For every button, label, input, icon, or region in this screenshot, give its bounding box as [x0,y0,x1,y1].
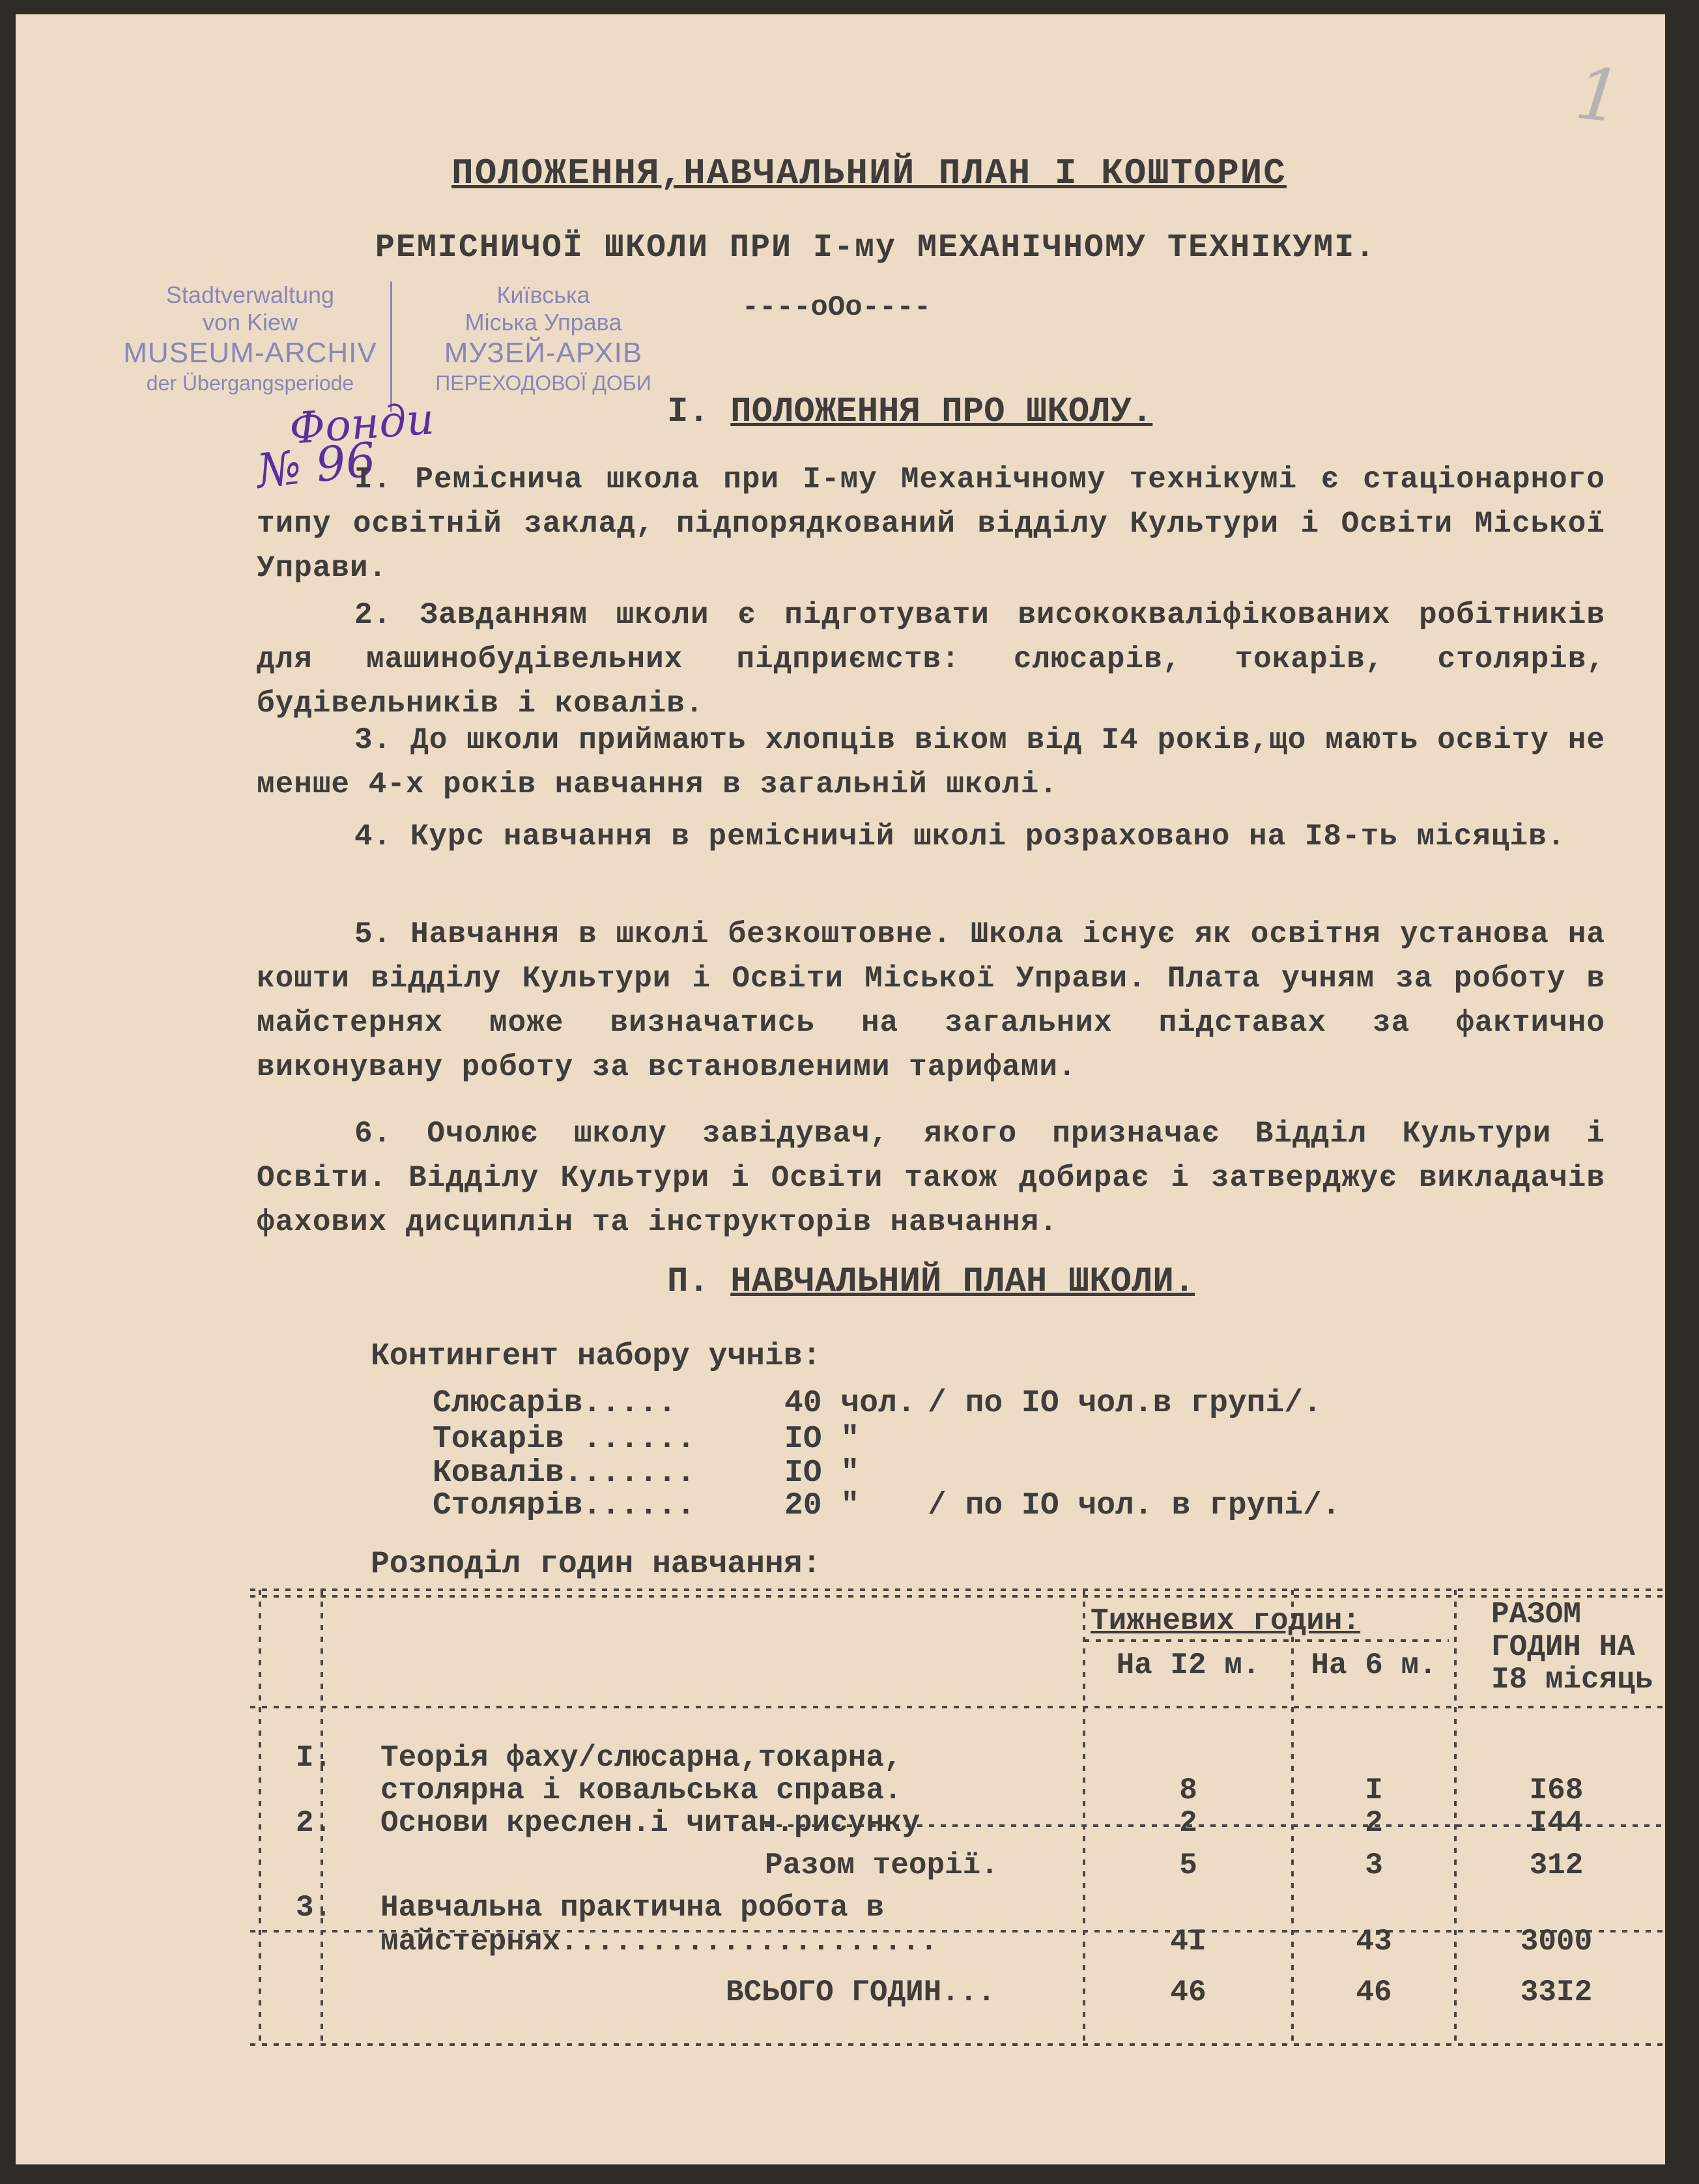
paragraph: 4. Курс навчання в ремісничій школі розраховано на І8-ть місяців. [354,820,1566,854]
trade-note: / по IO чол. в групі/. [928,1488,1341,1523]
section-title: НАВЧАЛЬНИЙ ПЛАН ШКОЛИ. [730,1262,1195,1302]
paragraph: 3. До школи приймають хлопців віком від І4 років,що мають освіту не менше 4-х років навчання в загальній школі. [257,723,1605,801]
table-cell-6m: 43 [1356,1925,1392,1959]
paragraph: 5. Навчання в школі безкоштовне. Школа існує як освітня установа на кошти відділу Культури і Освіти Міської Управи. Плата учням за роботу в майстернях може визначатись на загальних підставах за фактично виконувану роботу за встановленими тарифами. [257,917,1605,1084]
stamp-ukrainian [393,281,693,396]
table-header-weekly: Тижневих годин: [1091,1604,1361,1638]
table-cell-total: 33І2 [1520,1976,1593,2009]
table-row-subject: Теорія фаху/слюсарна,токарна, [380,1741,902,1775]
document-page [16,14,1665,2164]
table-cell-6m: 2 [1365,1806,1383,1840]
table-cell-12m: 4І [1170,1925,1206,1959]
table-header-12-months: На І2 м. [1116,1648,1261,1682]
trade-count: 20 " [784,1488,860,1523]
paragraph: І. Ремісничa школа при І-му Механічному технікумі є стаціонарного типу освітній заклад, підпорядкований відділу Культури і Освіти Міської Управи. [257,463,1605,585]
stamp-line: Київська [496,281,590,308]
trade-count: 40 чол. [784,1386,916,1421]
handwritten-fondy: Фонди [287,394,436,454]
trade-count: IO " [784,1422,860,1457]
trade-note: / по IO чол.в групі/. [928,1386,1322,1421]
section-numeral: П. [667,1262,709,1302]
handwritten-fond-number: № 96 [254,431,378,499]
table-row-number: 2. [296,1806,332,1840]
table-cell-12m: 46 [1170,1976,1206,2009]
table-row-number: 3. [296,1891,332,1925]
table-cell-6m: І [1365,1774,1383,1807]
trade-count: IO " [784,1456,860,1491]
table-cell-12m: 2 [1179,1806,1197,1840]
table-row-subject: столярна і ковальська справа. [380,1774,902,1807]
table-cell-total: 3000 [1520,1925,1593,1959]
trade-name: Слюсарів..... [433,1386,677,1421]
table-cell-6m: 46 [1356,1976,1392,2009]
section-1-heading [667,392,1253,432]
stamp-line: MUSEUM-ARCHIV [123,337,377,369]
table-cell-total: 312 [1529,1848,1584,1882]
stamp-line: ПЕРЕХОДОВОЇ ДОБИ [435,371,651,395]
table-header-total: І8 місяць [1491,1663,1653,1697]
table-cell-total: І68 [1529,1774,1584,1807]
document-title-line-2: РЕМІСНИЧОЇ ШКОЛИ ПРИ І-му МЕХАНІЧНОМУ ТЕХНІКУМІ. [375,229,1377,266]
section-2-heading [667,1262,1253,1302]
stamp-german [113,281,387,396]
trade-name: Ковалів....... [433,1456,696,1491]
folio-number: 1 [1571,51,1626,139]
hours-distribution-heading: Розподіл годин навчання: [371,1547,821,1582]
paragraph: 6. Очолює школу завідувач, якого призначає Відділ Культури і Освіти. Відділу Культури і Освіти також добирає і затверджує викладачів фахових дисциплін та інструкторів навчання. [257,1117,1605,1239]
paragraph: 2. Завданням школи є підготувати висококваліфікованих робітників для машинобудівельних підприємств: слюсарів, токарів, столярів, будівельників і ковалів. [257,598,1605,721]
stamp-line: Міська Управа [464,309,622,336]
table-cell-6m: 3 [1365,1848,1383,1882]
stamp-line: der Übergangsperiode [146,371,354,395]
table-row-subject: Навчальна практична робота в [380,1891,884,1925]
table-header-6-months: На 6 м. [1311,1648,1437,1682]
table-total-label: ВСЬОГО ГОДИН... [726,1976,996,2009]
table-row-subject: Основи креслен.і читан.рисунку [380,1806,921,1840]
table-subtotal-label: Разом теорії. [765,1848,999,1882]
stamp-line: МУЗЕЙ-АРХІВ [444,337,643,369]
title-divider: ----oOo---- [741,291,932,324]
contingent-heading: Контингент набору учнів: [371,1339,821,1374]
trade-name: Токарів ...... [433,1422,696,1457]
table-header-total: ГОДИН НА [1491,1630,1635,1664]
stamp-line: von Kiew [202,309,298,336]
stamp-divider [390,281,392,412]
table-row-number: І. [296,1741,332,1775]
section-numeral: І. [667,392,709,432]
stamp-line: Stadtverwaltung [165,281,335,308]
table-cell-total: І44 [1529,1806,1584,1840]
table-cell-12m: 5 [1179,1848,1197,1882]
trade-name: Столярів...... [433,1488,696,1523]
table-header-total: РАЗОМ [1491,1598,1582,1631]
section-title: ПОЛОЖЕННЯ ПРО ШКОЛУ. [730,392,1153,432]
table-row-subject: майстернях..................... [380,1925,938,1959]
document-title-line-1: ПОЛОЖЕННЯ,НАВЧАЛЬНИЙ ПЛАН І КОШТОРИС [451,152,1287,194]
table-cell-12m: 8 [1179,1774,1197,1807]
